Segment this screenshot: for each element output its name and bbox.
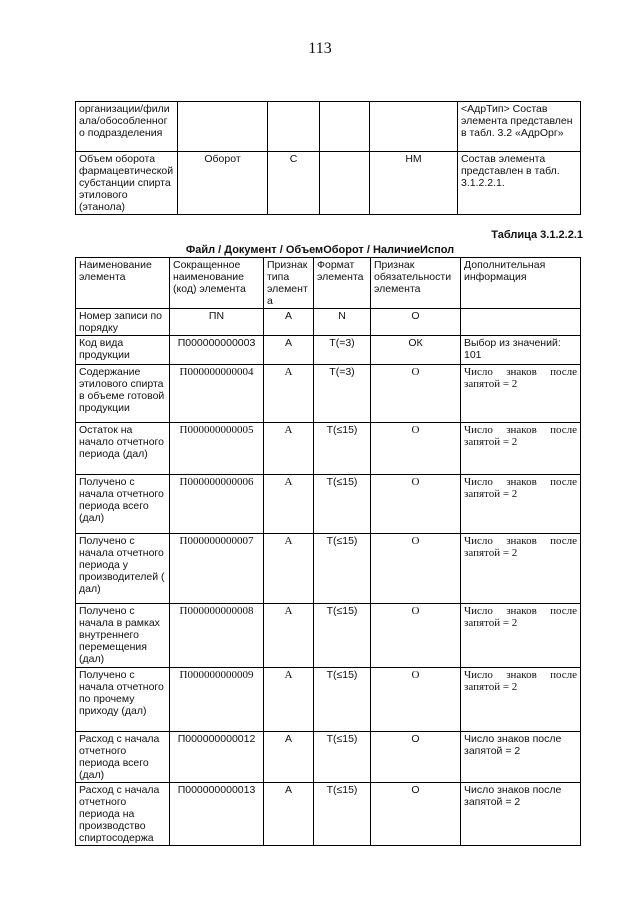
obligation-cell: НМ <box>370 152 458 215</box>
short-name-cell: П000000000012 <box>170 732 264 783</box>
short-name-cell: П000000000008 <box>170 604 264 668</box>
type-cell: А <box>264 336 314 365</box>
obligation-cell: О <box>371 783 461 846</box>
short-name-cell: П000000000009 <box>170 668 264 732</box>
format-cell: Т(≤15) <box>314 534 371 604</box>
type-cell: А <box>264 423 314 475</box>
short-name-cell <box>178 102 268 152</box>
element-name-cell: Код вида продукции <box>76 336 170 365</box>
obligation-cell <box>370 102 458 152</box>
info-cell: Число знаков после запятой = 2 <box>461 604 581 668</box>
table-row <box>76 604 581 668</box>
info-cell: Число знаков после запятой = 2 <box>461 365 581 423</box>
info-cell: Число знаков после запятой = 2 <box>461 475 581 534</box>
format-cell: Т(≤15) <box>314 475 371 534</box>
format-cell: Т(≤15) <box>314 668 371 732</box>
obligation-cell: О <box>371 534 461 604</box>
format-cell: Т(≤15) <box>314 783 371 846</box>
table-row <box>76 102 581 152</box>
table-row <box>76 732 581 783</box>
short-name-cell: ПN <box>170 309 264 336</box>
format-cell <box>320 102 370 152</box>
table-row <box>76 534 581 604</box>
info-cell: Число знаков после запятой = 2 <box>461 423 581 475</box>
table-row <box>76 475 581 534</box>
format-cell: N <box>314 309 371 336</box>
element-name-cell: Расход с начала отчетного периода на производство спиртосодержа <box>76 783 170 846</box>
table-header-row <box>76 258 581 309</box>
element-name-cell: Получено с начала отчетного периода у производителей ( дал) <box>76 534 170 604</box>
header-format: Формат элемента <box>314 258 371 309</box>
short-name-cell: П000000000005 <box>170 423 264 475</box>
short-name-cell: П000000000013 <box>170 783 264 846</box>
info-cell: <АдрТип> Состав элемента представлен в табл. 3.2 «АдрОрг» <box>458 102 581 152</box>
element-name-cell: Номер записи по порядку <box>76 309 170 336</box>
table-row <box>76 336 581 365</box>
info-cell <box>461 309 581 336</box>
element-name-cell: Получено с начала в рамках внутреннего перемещения (дал) <box>76 604 170 668</box>
format-cell <box>320 152 370 215</box>
type-cell <box>268 102 320 152</box>
obligation-cell: О <box>371 604 461 668</box>
table-row <box>76 668 581 732</box>
type-cell: А <box>264 668 314 732</box>
main-table <box>75 257 581 846</box>
type-cell: А <box>264 783 314 846</box>
info-cell: Число знаков после запятой = 2 <box>461 668 581 732</box>
obligation-cell: ОК <box>371 336 461 365</box>
element-name-cell: Объем оборота фармацевтической субстанции спирта этилового (этанола) <box>76 152 178 215</box>
info-cell: Число знаков после запятой = 2 <box>461 732 581 783</box>
type-cell: А <box>264 309 314 336</box>
table-row <box>76 783 581 846</box>
table-row <box>76 152 581 215</box>
obligation-cell: О <box>371 423 461 475</box>
element-name-cell: организации/фили ала/обособленног о подразделения <box>76 102 178 152</box>
header-short-name: Сокращенное наименование (код) элемента <box>170 258 264 309</box>
element-name-cell: Содержание этилового спирта в объеме готовой продукции <box>76 365 170 423</box>
format-cell: Т(≤15) <box>314 604 371 668</box>
table-caption: Таблица 3.1.2.2.1 <box>491 229 583 241</box>
page-number: 113 <box>308 40 332 57</box>
info-cell: Число знаков после запятой = 2 <box>461 783 581 846</box>
obligation-cell: О <box>371 668 461 732</box>
obligation-cell: О <box>371 309 461 336</box>
type-cell: А <box>264 732 314 783</box>
header-obligation: Признак обязательности элемента <box>371 258 461 309</box>
table-row <box>76 365 581 423</box>
type-cell: А <box>264 534 314 604</box>
obligation-cell: О <box>371 365 461 423</box>
header-element-name: Наименование элемента <box>76 258 170 309</box>
short-name-cell: Оборот <box>178 152 268 215</box>
format-cell: Т(≤15) <box>314 732 371 783</box>
type-cell: А <box>264 475 314 534</box>
short-name-cell: П000000000006 <box>170 475 264 534</box>
type-cell: С <box>268 152 320 215</box>
obligation-cell: О <box>371 732 461 783</box>
format-cell: Т(≤15) <box>314 423 371 475</box>
type-cell: А <box>264 604 314 668</box>
element-name-cell: Расход с начала отчетного периода всего (дал) <box>76 732 170 783</box>
format-cell: Т(=3) <box>314 365 371 423</box>
info-cell: Число знаков после запятой = 2 <box>461 534 581 604</box>
header-type: Признак типа элемент а <box>264 258 314 309</box>
info-cell: Состав элемента представлен в табл. 3.1.2.2.1. <box>458 152 581 215</box>
format-cell: Т(=3) <box>314 336 371 365</box>
short-name-cell: П000000000003 <box>170 336 264 365</box>
table-row <box>76 423 581 475</box>
top-table <box>75 101 581 215</box>
info-cell: Выбор из значений: 101 <box>461 336 581 365</box>
short-name-cell: П000000000004 <box>170 365 264 423</box>
header-info: Дополнительная информация <box>461 258 581 309</box>
table-path: Файл / Документ / ОбъемОборот / НаличиеИспол <box>185 244 455 256</box>
short-name-cell: П000000000007 <box>170 534 264 604</box>
obligation-cell: О <box>371 475 461 534</box>
element-name-cell: Получено с начала отчетного по прочему приходу (дал) <box>76 668 170 732</box>
table-row <box>76 309 581 336</box>
element-name-cell: Получено с начала отчетного периода всего (дал) <box>76 475 170 534</box>
type-cell: А <box>264 365 314 423</box>
element-name-cell: Остаток на начало отчетного периода (дал) <box>76 423 170 475</box>
